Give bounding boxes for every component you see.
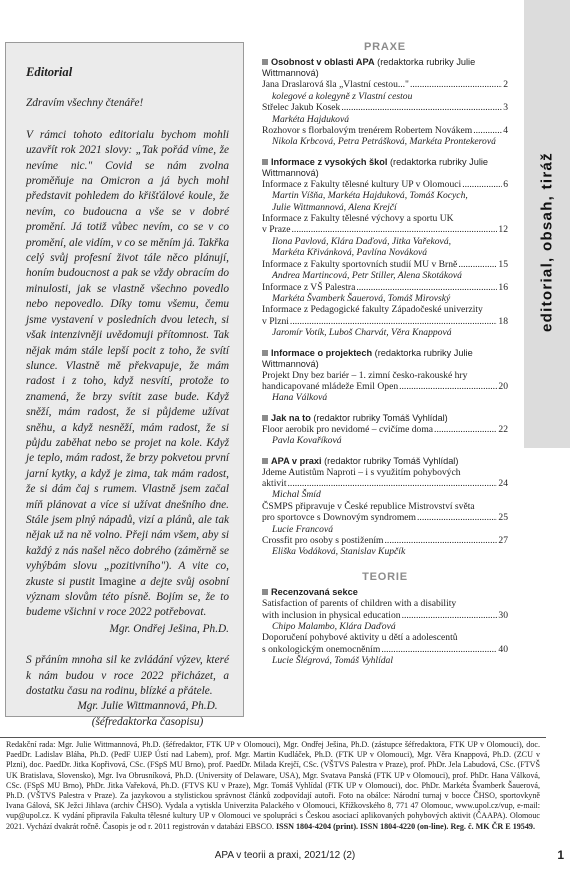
section-editor: (redaktorka rubriky Julie Wittmannová): [262, 347, 473, 369]
editorial-signature-2-role: (šéfredaktorka časopisu): [91, 715, 204, 728]
toc-section-title: [262, 57, 508, 79]
section-name: Recenzovaná sekce: [271, 587, 358, 598]
toc-entry-authors: Eliška Vodáková, Stanislav Kupčík: [272, 546, 406, 558]
toc-entry-title: Informace z Pedagogické fakulty Západočeské univerzity: [262, 304, 483, 316]
toc-entry-authors: Nikola Krbcová, Petra Petrášková, Markéta Prontekerová: [272, 136, 496, 148]
section-name: Informace o projektech: [271, 347, 373, 358]
toc-entry[interactable]: [262, 282, 508, 305]
imprint: [6, 740, 540, 832]
toc-entry-title: Informace z Fakulty tělesné kultury UP v Olomouci: [262, 178, 462, 190]
dot-leader: [473, 125, 502, 136]
dot-leader: [288, 478, 498, 489]
toc-entry[interactable]: [262, 213, 508, 259]
section-name: Jak na to: [271, 412, 311, 423]
section-editor: (redaktor rubriky Tomáš Vyhlídal): [310, 412, 448, 423]
editorial-greeting: Zdravím všechny čtenáře!: [26, 97, 144, 110]
editorial-body-text: V rámci tohoto editorialu bychom mohli uzavřít rok 2021 slovy: „Tak pořád víme, že nevíme nic." Covid se nám zvolna proměňuje na Omicron a já bych mohl představit pohledem do křišťálové koule, že nevím, co budoucna a vše se v dobré promění. Já totiž vůbec nevím, co se v co promění, ale vidím, v co se měním já. Takřka celý svůj profesní život tále něco plánují, honím budoucnost a pak se vždy obracím do minulosti, jak se vlastně všechno povedlo nebo nepovedlo. Díky tomu všemu, čemu jsme vystavení v posledních dvou letech, si však intenzivněji uvědomuji přítomnost. Tak nějak mám stále lepší pocit z toho, že svítí slunce. Vlastně mě překvapuje, že mám radost i z toho, když nesvítí, protože to znamená, že brzy svítit zase bude. Když sněží, mám radost, že si půjdeme užívat sněhu, a když nesněží, mám radost, že si půjdu zaběhat nebo se projet na kole. Když je teplo, mám radost, že brzy pokvetou první jarní kytky, a když je zima, tak mám radost, že si dám čaj s rumem. Vlastně jsem začal míň plánovat a více si užívat dnešního dne. Stále jsem plný nápadů, vizí a plánů, ale tak nějak už na ně volno. Přeji nám všem, aby si každý z nás našel něco dobrého (záměrně se vyhýbám slovu „pozitivního"). A vite co, zkuste si pustit: [26, 128, 229, 588]
square-bullet-icon: [262, 415, 268, 421]
toc-entry-title: v Praze: [262, 224, 291, 236]
toc-section-title: [262, 157, 508, 179]
dot-leader: [402, 610, 498, 621]
toc-heading-teorie: TEORIE: [362, 570, 408, 583]
toc-page-number: 22: [498, 423, 508, 435]
section-name: APA v praxi: [271, 455, 322, 466]
toc-section-title: [262, 456, 508, 467]
imprint-issn: ISSN 1804-4204 (print). ISSN 1804-4220 (on-line). Reg. č. MK ČR E 19549.: [275, 821, 535, 831]
toc-section: [262, 587, 508, 666]
dot-leader: [385, 535, 498, 546]
toc-heading-praxe: PRAXE: [364, 41, 406, 53]
dot-leader: [292, 224, 498, 235]
toc-entry[interactable]: [262, 598, 508, 632]
toc-entry-title: Informace z VŠ Palestra: [262, 281, 356, 293]
section-name: Informace z vysokých škol: [271, 156, 388, 167]
toc-page-number: 27: [498, 535, 508, 546]
toc-entry-authors: kolegové a kolegyně z Vlastní cestou: [272, 90, 413, 102]
toc-page-number: 2: [503, 79, 508, 91]
section-editor: (redaktor rubriky Tomáš Vyhlídal): [321, 455, 459, 466]
square-bullet-icon: [262, 458, 268, 464]
imprint-text: Redakční rada: Mgr. Julie Wittmannová, Ph.D. (šéfredaktor, FTK UP v Olomouci), Mgr. Ondřej Ješina, Ph.D. (zástupce šéfredaktora, FTK UP v Olomouci), doc. PaedDr. Ladislav Bláha, Ph.D. (PedF UJEP Ústí nad Labem), prof. Mgr. Martin Kudláček, Ph.D. (FTK UP v Olomouci), Mgr. Věra Knappová, Ph.D. (ZCU v Plzni), doc. PaedDr. Jitka Kopřivová, CSc. (FSpS MU Brno), prof. PaedDr. Milada Krejčí, CSc. (VŠTVS Palestra v Praze), prof. PhDr. Jela Labudová, CSc. (FTVŠ UK Bratislava, Slovensko), Mgr. Iva Obrusníková, Ph.D. (University of Delaware, USA), Mgr. Svatava Panská (FTK UP v Olomouci), prof. PhDr. Hana Válková, CSc. (FSpS MU Brno), PhDr. Jitka Vařeková, Ph.D. (FTVS KU v Praze), Mgr. Tomáš Vyhlídal (FTK UP v Olomouci), doc. PhDr. Markéta Švamberk Šauerová, Ph.D. (VŠTVS Palestra v Praze). Za jazykovou a stylistickou správnost článků zodpovídají autoři. Foto na obálce: Národní turnaj v bocce ČHSO, sportovkyně Ivana Gálová, SK Ježci Jihlava (archiv ČHSO). Vydala a vytiskla Univerzita Palackého v Olomouci, Křížkovského 8, 771 47 Olomouc, www.upol.cz/vup, e-mail: vup@upol.cz. K vydání připravila Fakulta tělesné kultury UP v Olomouci ve spolupráci s Českou asociací aplikovaných pohybových aktivit (ČAAPA). Olomouc 2021. Vychází dvakrát ročně. Časopis je od r. 2011 registrován v databázi EBSCO.: [6, 740, 540, 831]
toc-entry[interactable]: [262, 501, 508, 535]
toc-entry[interactable]: [262, 79, 508, 102]
toc-praxe-sections: [262, 57, 508, 557]
toc-entry-authors: Lucie Šlégrová, Tomáš Vyhlídal: [272, 655, 393, 667]
toc-entry[interactable]: [262, 424, 508, 447]
square-bullet-icon: [262, 350, 268, 356]
toc-page-number: 15: [498, 258, 508, 270]
toc-entry-authors: Lucie Francová: [272, 523, 334, 535]
section-name: Osobnost v oblasti APA: [271, 57, 375, 68]
toc-entry-title: Doporučení pohybové aktivity u dětí a adolescentů: [262, 632, 458, 644]
toc-entry[interactable]: [262, 304, 508, 338]
editorial-box: [5, 42, 244, 728]
toc-entry-title: Satisfaction of parents of children with a disability: [262, 598, 457, 610]
dot-leader: [434, 424, 497, 435]
toc-section: [262, 456, 508, 558]
toc-section-title: [262, 413, 508, 424]
toc-entry-title: s onkologickým onemocněním: [262, 643, 381, 655]
editorial-wish: S přáním mnoha sil ke zvládání výzev, které k nám budou v roce 2022 přicházet, a dostatku času na rodinu, blízké a přátele.: [26, 654, 229, 698]
toc-entry-title: with inclusion in physical education: [262, 609, 401, 621]
toc-entry[interactable]: [262, 370, 508, 404]
toc-entry[interactable]: [262, 535, 508, 558]
toc-section-title: [262, 348, 508, 370]
page-number: 1: [557, 848, 564, 862]
song-title: Imagine: [99, 575, 137, 588]
footer-divider: [0, 737, 546, 738]
square-bullet-icon: [262, 59, 268, 65]
toc-section-title: [262, 587, 508, 598]
toc-page-number: 24: [498, 477, 508, 489]
toc-section: [262, 57, 508, 147]
toc-entry-title: Projekt Dny bez bariér – 1. zimní česko-rakouské hry: [262, 369, 468, 381]
dot-leader: [417, 512, 497, 523]
toc-entry-authors: Markéta Švamberk Šauerová, Tomáš Mirovský: [272, 292, 451, 304]
toc-entry[interactable]: [262, 467, 508, 501]
toc-entry-authors: Martin Víšňa, Markéta Hajduková, Tomáš Kocych,: [272, 190, 468, 202]
dot-leader: [462, 179, 502, 190]
toc-entry-title: handicapované mládeže Emil Open: [262, 380, 399, 392]
dot-leader: [341, 102, 502, 113]
toc-entry-title: ČSMPS připravuje v České republice Mistrovství světa: [262, 500, 475, 512]
toc-entry[interactable]: [262, 632, 508, 666]
toc-entry[interactable]: [262, 259, 508, 282]
toc-entry-title: Rozhovor s florbalovým trenérem Robertem Novákem: [262, 125, 473, 137]
editorial-body: [26, 128, 229, 621]
toc-entry-authors: Ilona Pavlová, Klára Daďová, Jitka Vařeková,: [272, 235, 452, 247]
editorial-title: Editorial: [26, 65, 73, 79]
dot-leader: [290, 316, 497, 327]
toc-entry-authors: Michal Šmíd: [272, 489, 321, 501]
editorial-signature: Mgr. Ondřej Ješina, Ph.D.: [109, 622, 229, 635]
section-editor: (redaktorka rubriky Julie Wittmannová): [262, 57, 476, 79]
toc-entry-title: v Plzni: [262, 315, 289, 327]
toc-entry-authors: Hana Válková: [272, 392, 328, 404]
toc-entry-authors: Jaromír Votík, Luboš Charvát, Věra Knappová: [272, 327, 452, 339]
toc-entry-authors: Andrea Martincová, Petr Stiller, Alena Skotáková: [272, 270, 462, 282]
toc-page-number: 40: [498, 643, 508, 655]
toc-section: [262, 157, 508, 339]
toc-page-number: 6: [503, 178, 508, 190]
dot-leader: [410, 79, 502, 90]
toc-section: [262, 348, 508, 404]
toc-entry[interactable]: [262, 102, 508, 125]
toc-page-number: 3: [503, 102, 508, 114]
dot-leader: [381, 644, 497, 655]
toc-entry-title: Informace z Fakulty sportovních studií MU v Brně: [262, 258, 458, 270]
toc-page-number: 30: [498, 609, 508, 621]
toc-entry-authors: Chipo Malambo, Klára Daďová: [272, 621, 396, 633]
dot-leader: [458, 259, 497, 270]
toc-entry-title: Střelec Jakub Kosek: [262, 102, 341, 114]
toc-entry-title: Jdeme Autistům Naproti – i s využitím pohybových: [262, 466, 461, 478]
toc-entry[interactable]: [262, 125, 508, 148]
dot-leader: [356, 282, 497, 293]
toc-section: [262, 413, 508, 447]
section-editor: (redaktorka rubriky Julie Wittmannová): [262, 156, 489, 178]
toc-entry[interactable]: [262, 179, 508, 213]
editorial-body-text-end: a dejte svůj osobní význam slovům této písně. Bojím se, že to budeme všichni v roce 2022 potřebovat.: [26, 575, 229, 619]
journal-citation: APA v teorii a praxi, 2021/12 (2): [214, 850, 356, 861]
square-bullet-icon: [262, 589, 268, 595]
toc-page-number: 20: [498, 380, 508, 392]
side-tab-label: editorial, obsah, tiráž: [538, 152, 556, 332]
toc-entry-title: aktivit: [262, 477, 287, 489]
toc-entry-title: Jana Draslarová šla „Vlastní cestou...": [262, 79, 409, 91]
editorial-signature-2-name: Mgr. Julie Wittmannová, Ph.D.: [77, 700, 218, 713]
toc-entry-authors: Markéta Hajduková: [272, 113, 349, 125]
toc-teorie-sections: [262, 587, 508, 666]
toc-page-number: 12: [498, 224, 508, 236]
square-bullet-icon: [262, 159, 268, 165]
dot-leader: [399, 381, 497, 392]
toc-entry-title: Crossfit pro osoby s postižením: [262, 535, 384, 546]
toc-page-number: 4: [503, 125, 508, 137]
toc-entry-authors: Pavla Kovaříková: [272, 435, 342, 447]
table-of-contents: [262, 42, 508, 667]
toc-entry-authors: Julie Wittmannová, Alena Krejčí: [272, 201, 397, 213]
toc-entry-title: Informace z Fakulty tělesné výchovy a sportu UK: [262, 213, 454, 225]
toc-page-number: 25: [498, 512, 508, 524]
toc-entry-title: pro sportovce s Downovým syndromem: [262, 512, 417, 524]
toc-entry-title: Floor aerobik pro nevidomé – cvičíme doma: [262, 423, 434, 435]
toc-entry-authors: Markéta Křivánková, Pavlína Nováková: [272, 247, 428, 259]
toc-page-number: 18: [498, 315, 508, 327]
toc-page-number: 16: [498, 281, 508, 293]
